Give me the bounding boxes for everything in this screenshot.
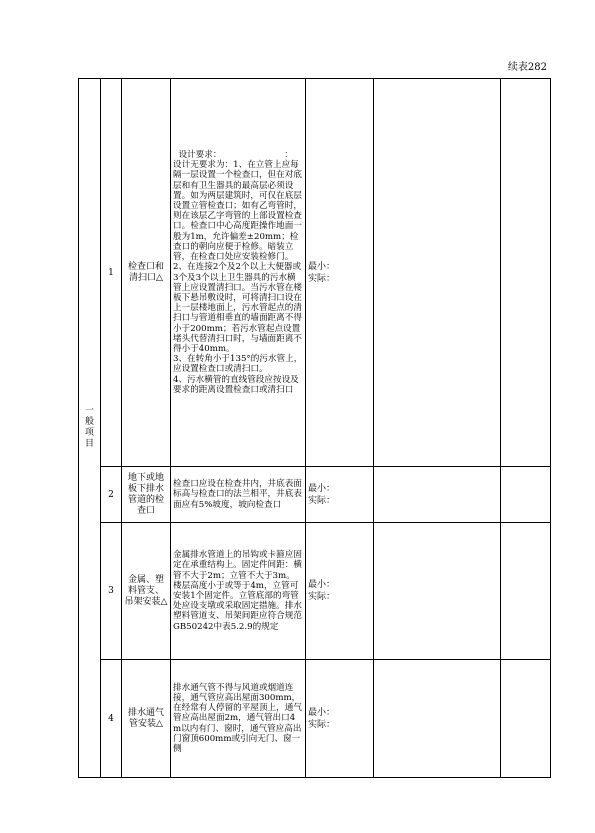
category-cell xyxy=(79,79,101,778)
item-number: 4 xyxy=(101,660,122,778)
requirement-line: 2、在连接2个及2个以上大便器或3个及3个以上卫生器具的污水横管上应设置清扫口。当污水管在楼板下悬吊敷设时，可将清扫口设在上一层楼地面上，污水管起点的清扫口与管道相垂直的墙面距离不得小于200mm；若污水管起点设置堵头代替清扫口时，与墙面距离不得小于40mm。 xyxy=(173,262,302,354)
empty-cell xyxy=(501,79,551,467)
actual-label: 实际： xyxy=(308,719,336,730)
requirement-line: 设计要求： ： xyxy=(173,150,293,161)
inspection-table xyxy=(78,78,551,778)
requirement-line: 排水通气管不得与风道或烟道连接，通气管应高出屋面300mm，在经常有人停留的平屋顶上，通气管应高出屋面2m，通气管出口4m以内有门、窗时，通气管应高出门窗顶600mm或引向无门、窗一侧 xyxy=(173,682,302,754)
table-row xyxy=(79,523,551,660)
measurement-cell xyxy=(306,79,374,467)
measurement-cell xyxy=(306,523,374,660)
item-number: 3 xyxy=(101,523,122,660)
requirement-line: 金属排水管道上的吊钩或卡箍应固定在承重结构上。固定件间距：横管不大于2m；立管不大于3m。楼层高度小于或等于4m，立管可安装1个固定件。立管底部的弯管处应设支墩或采取固定措施。排水塑料管道支、吊架间距应符合规范GB50242中表5.2.9的规定 xyxy=(173,550,302,632)
item-name: 检查口和清扫口△ xyxy=(122,79,171,467)
empty-cell xyxy=(501,523,551,660)
requirement-line: 4、污水横管的直线管段应按设及要求的距离设置检查口或清扫口 xyxy=(173,374,299,395)
item-number: 2 xyxy=(101,467,122,523)
item-name: 排水通气管安装△ xyxy=(122,660,171,778)
item-name: 金属、塑料管支、吊架安装△ xyxy=(122,523,171,660)
category-char: 般 xyxy=(84,417,94,427)
table-row xyxy=(79,467,551,523)
item-number: 1 xyxy=(101,79,122,467)
table-row xyxy=(79,660,551,778)
min-label: 最小： xyxy=(308,261,336,272)
empty-cell xyxy=(501,660,551,778)
table-row xyxy=(79,79,551,467)
min-label: 最小： xyxy=(308,707,336,718)
actual-label: 实际： xyxy=(308,495,336,506)
item-requirement xyxy=(171,79,306,467)
item-requirement xyxy=(171,660,306,778)
measurement-cell xyxy=(306,660,374,778)
measurement-cell xyxy=(306,467,374,523)
empty-cell xyxy=(374,523,501,660)
empty-cell xyxy=(374,79,501,467)
empty-cell xyxy=(501,467,551,523)
empty-cell xyxy=(374,660,501,778)
min-label: 最小： xyxy=(308,580,336,590)
requirement-line: 设计无要求为：1、在立管上应每隔一层设置一个检查口，但在对底层和有卫生器具的最高层必须设置。如为两层建筑时，可仅在底层设置立管检查口；如有乙弯管时，则在该层乙字弯管的上部设置检查口。检查口中心高度距操作地面一般为1m，允许偏差±20mm；检查口的朝向应便于检修。暗装立管，在检查口处应安装检修门。 xyxy=(173,160,302,263)
actual-label: 实际： xyxy=(308,273,336,284)
actual-label: 实际： xyxy=(308,592,336,602)
item-requirement xyxy=(171,523,306,660)
min-label: 最小： xyxy=(308,483,336,494)
category-char: 项 xyxy=(84,428,94,438)
continuation-label: 续表282 xyxy=(507,62,547,73)
empty-cell xyxy=(374,467,501,523)
requirement-line: 检查口应设在检查井内，井底表面标高与检查口的法兰相平，井底表面应有5%坡度，坡向检查口 xyxy=(173,479,302,510)
item-requirement xyxy=(171,467,306,523)
category-char: 目 xyxy=(84,439,94,449)
item-name: 地下或地板下排水管道的检查口 xyxy=(122,467,171,523)
category-char: 一 xyxy=(84,406,94,416)
requirement-line: 3、在转角小于135°的污水管上，应设置检查口或清扫口。 xyxy=(173,354,303,375)
